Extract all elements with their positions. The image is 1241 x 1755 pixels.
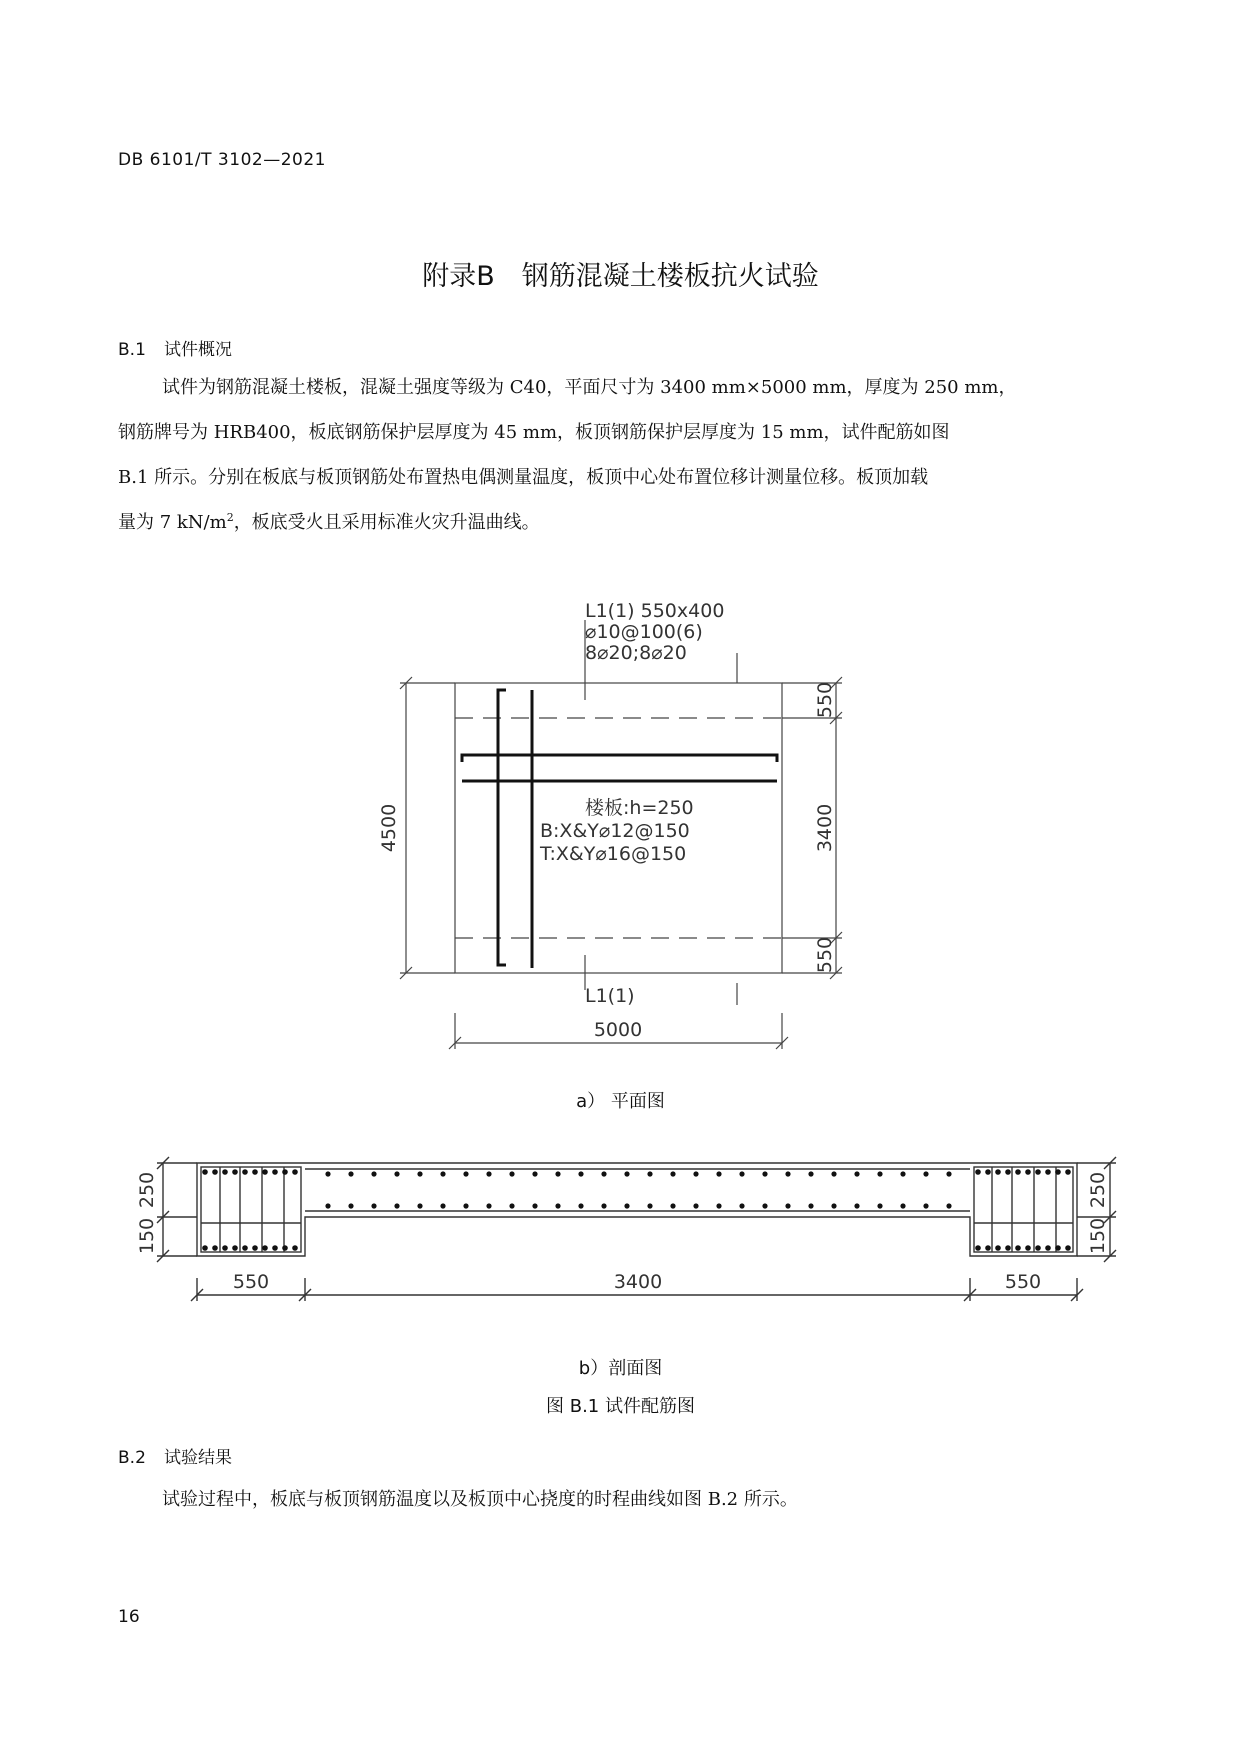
rebar-dot: [292, 1245, 298, 1251]
figure-caption: 图 B.1 试件配筋图: [546, 1396, 695, 1417]
rebar-dot: [946, 1171, 951, 1176]
rebar-dot: [1055, 1169, 1061, 1175]
rebar-dot: [601, 1171, 606, 1176]
rebar-dot: [282, 1245, 288, 1251]
rebar-dot: [222, 1169, 228, 1175]
rebar-dot: [624, 1171, 629, 1176]
rebar-dot: [762, 1203, 767, 1208]
dim-right-550-top: 550: [814, 681, 836, 719]
beam-label-top-1: L1(1) 550x400: [585, 600, 725, 622]
dim-right-250: 250: [1087, 1171, 1109, 1209]
rebar-dot: [601, 1203, 606, 1208]
rebar-dot: [1015, 1245, 1021, 1251]
rebar-dot: [325, 1203, 330, 1208]
beam-label-bottom: L1(1): [585, 985, 635, 1007]
rebar-dot: [532, 1171, 537, 1176]
rebar-dot: [325, 1171, 330, 1176]
page-number: 16: [118, 1607, 140, 1627]
dim-right-550-bottom: 550: [814, 936, 836, 974]
rebar-dot: [292, 1169, 298, 1175]
rebar-dot: [808, 1203, 813, 1208]
dim-right-3400: 3400: [814, 803, 836, 853]
rebar-dot: [1065, 1245, 1071, 1251]
rebar-dot: [923, 1171, 928, 1176]
rebar-dot: [282, 1169, 288, 1175]
rebar-dot: [262, 1169, 268, 1175]
rebar-dot: [486, 1171, 491, 1176]
rebar-dot: [578, 1171, 583, 1176]
rebar-dot: [417, 1203, 422, 1208]
section-title: 试件概况: [164, 340, 232, 360]
rebar-dot: [252, 1245, 258, 1251]
rebar-dot: [1045, 1169, 1051, 1175]
rebar-dot: [693, 1171, 698, 1176]
dim-bottom-5000: 5000: [593, 1019, 643, 1041]
rebar-dot: [647, 1203, 652, 1208]
rebar-dot: [716, 1203, 721, 1208]
dim-bottom-3400: 3400: [613, 1271, 663, 1293]
paragraph-line: B.1 所示。分别在板底与板顶钢筋处布置热电偶测量温度，板顶中心处布置位移计测量位移。板顶加载: [118, 467, 929, 488]
rebar-dot: [252, 1169, 258, 1175]
rebar-dot: [463, 1203, 468, 1208]
rebar-dot: [1035, 1169, 1041, 1175]
section-b2-paragraph: 试验过程中，板底与板顶钢筋温度以及板顶中心挠度的时程曲线如图 B.2 所示。: [162, 1489, 798, 1510]
rebar-dot: [222, 1245, 228, 1251]
section-b2-heading: [118, 1443, 232, 1468]
rebar-dot: [242, 1169, 248, 1175]
rebar-dot: [739, 1203, 744, 1208]
slab-label-1: 楼板:h=250: [585, 797, 694, 819]
rebar-dot: [1065, 1169, 1071, 1175]
rebar-dot: [417, 1171, 422, 1176]
rebar-dot: [578, 1203, 583, 1208]
rebar-dot: [624, 1203, 629, 1208]
standard-code: DB 6101/T 3102—2021: [118, 150, 326, 170]
rebar-dot: [877, 1203, 882, 1208]
rebar-dot: [854, 1171, 859, 1176]
rebar-dot: [1015, 1169, 1021, 1175]
rebar-dot: [1035, 1245, 1041, 1251]
rebar-dot: [371, 1171, 376, 1176]
beam-label-top-3: 8⌀20;8⌀20: [585, 642, 687, 664]
rebar-dot: [212, 1169, 218, 1175]
rebar-dot: [394, 1203, 399, 1208]
rebar-dot: [670, 1203, 675, 1208]
rebar-dot: [785, 1203, 790, 1208]
rebar-dot: [232, 1245, 238, 1251]
rebar-dot: [348, 1171, 353, 1176]
slab-label-3: T:X&Y⌀16@150: [540, 843, 687, 865]
rebar-dot: [232, 1169, 238, 1175]
rebar-dot: [923, 1203, 928, 1208]
dim-right-150: 150: [1087, 1217, 1109, 1255]
rebar-dot: [440, 1171, 445, 1176]
dim-left-250: 250: [136, 1171, 158, 1209]
rebar-dot: [670, 1171, 675, 1176]
dim-left-150: 150: [136, 1217, 158, 1255]
rebar-dot: [854, 1203, 859, 1208]
rebar-dot: [1025, 1245, 1031, 1251]
rebar-dot: [371, 1203, 376, 1208]
rebar-dots: [202, 1169, 1071, 1251]
rebar-dot: [985, 1169, 991, 1175]
rebar-dot: [785, 1171, 790, 1176]
dim-bottom-550-right: 550: [1004, 1271, 1042, 1293]
section-title: 试验结果: [164, 1448, 232, 1468]
rebar-dot: [272, 1245, 278, 1251]
appendix-title: 附录B 钢筋混凝土楼板抗火试验: [422, 261, 819, 292]
rebar-dot: [995, 1245, 1001, 1251]
slab-label-2: B:X&Y⌀12@150: [540, 820, 690, 842]
rebar-dot: [716, 1171, 721, 1176]
rebar-dot: [509, 1171, 514, 1176]
rebar-dot: [900, 1171, 905, 1176]
rebar-dot: [831, 1203, 836, 1208]
rebar-dot: [509, 1203, 514, 1208]
rebar-dot: [1045, 1245, 1051, 1251]
rebar-dot: [212, 1245, 218, 1251]
dim-left-4500: 4500: [378, 803, 400, 853]
rebar-dot: [348, 1203, 353, 1208]
rebar-dot: [762, 1171, 767, 1176]
paragraph-line: 钢筋牌号为 HRB400，板底钢筋保护层厚度为 45 mm，板顶钢筋保护层厚度为 15 mm，试件配筋如图: [118, 422, 950, 443]
rebar-dot: [486, 1203, 491, 1208]
rebar-dot: [202, 1245, 208, 1251]
rebar-dot: [1055, 1245, 1061, 1251]
beam-label-top-2: ⌀10@100(6): [585, 621, 703, 643]
rebar-dot: [975, 1245, 981, 1251]
rebar-dot: [831, 1171, 836, 1176]
rebar-dot: [1005, 1245, 1011, 1251]
rebar-dot: [975, 1169, 981, 1175]
rebar-dot: [985, 1245, 991, 1251]
rebar-dot: [693, 1203, 698, 1208]
dim-bottom-550-left: 550: [232, 1271, 270, 1293]
rebar-dot: [272, 1169, 278, 1175]
rebar-dot: [647, 1171, 652, 1176]
section-number: B.1: [118, 340, 146, 360]
rebar-dot: [946, 1203, 951, 1208]
rebar-dot: [1025, 1169, 1031, 1175]
section-number: B.2: [118, 1448, 146, 1468]
rebar-dot: [440, 1203, 445, 1208]
rebar-dot: [242, 1245, 248, 1251]
rebar-dot: [1005, 1169, 1011, 1175]
rebar-dot: [995, 1169, 1001, 1175]
plan-view-caption: a） 平面图: [576, 1091, 665, 1112]
rebar-dot: [262, 1245, 268, 1251]
paragraph-line: 试件为钢筋混凝土楼板，混凝土强度等级为 C40，平面尺寸为 3400 mm×5000 mm，厚度为 250 mm，: [162, 377, 1017, 398]
rebar-dot: [900, 1203, 905, 1208]
rebar-dot: [394, 1171, 399, 1176]
rebar-dot: [532, 1203, 537, 1208]
rebar-dot: [877, 1171, 882, 1176]
section-view-caption: b）剖面图: [578, 1358, 663, 1379]
rebar-dot: [808, 1171, 813, 1176]
rebar-dot: [739, 1171, 744, 1176]
rebar-dot: [555, 1171, 560, 1176]
paragraph-line: 量为 7 $kN/m^2$，板底受火且采用标准火灾升温曲线。: [118, 511, 540, 533]
rebar-dot: [463, 1171, 468, 1176]
rebar-dot: [555, 1203, 560, 1208]
rebar-dot: [202, 1169, 208, 1175]
